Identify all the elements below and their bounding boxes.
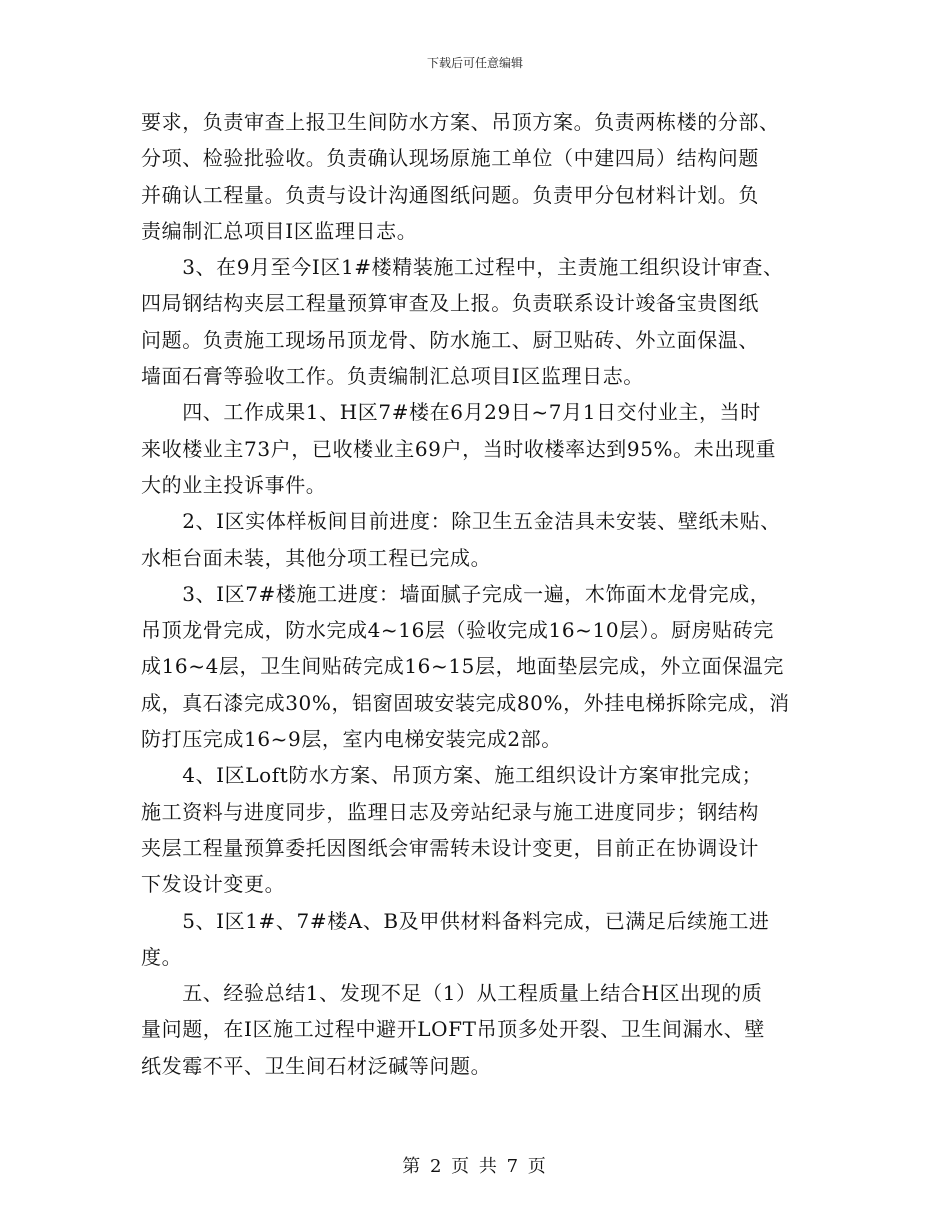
text-line: 纸发霉不平、卫生间石材泛碱等问题。: [141, 1053, 492, 1078]
text-line: 施工资料与进度同步，监理日志及旁站纪录与施工进度同步；钢结构: [141, 799, 759, 824]
text-line: 5、Ⅰ区1#、7#楼A、B及甲供材料备料完成，已满足后续施工进: [141, 908, 770, 933]
text-line: 水柜台面未装，其他分项工程已完成。: [141, 545, 492, 570]
text-line: 四、工作成果1、H区7#楼在6月29日~7月1日交付业主，当时: [141, 400, 761, 425]
text-line: 成，真石漆完成30%，铝窗固玻安装完成80%，外挂电梯拆除完成，消: [141, 690, 790, 715]
document-body: [141, 104, 821, 1084]
text-line: 分项、检验批验收。负责确认现场原施工单位（中建四局）结构问题: [141, 146, 759, 171]
text-line: 夹层工程量预算委托因图纸会审需转未设计变更，目前正在协调设计: [141, 835, 759, 860]
text-line: 3、在9月至今Ⅰ区1#楼精装施工过程中，主责施工组织设计审查、: [141, 255, 784, 280]
text-line: 成16~4层，卫生间贴砖完成16~15层，地面垫层完成，外立面保温完: [141, 654, 784, 679]
text-line: 来收楼业主73户，已收楼业主69户，当时收楼率达到95%。未出现重: [141, 436, 777, 461]
text-line: 防打压完成16~9层，室内电梯安装完成2部。: [141, 727, 562, 752]
text-line: 量问题，在Ⅰ区施工过程中避开LOFT吊顶多处开裂、卫生间漏水、壁: [141, 1017, 765, 1042]
text-line: 2、Ⅰ区实体样板间目前进度：除卫生五金洁具未安装、壁纸未贴、: [141, 509, 781, 534]
text-line: 吊顶龙骨完成，防水完成4~16层（验收完成16~10层）。厨房贴砖完: [141, 618, 774, 643]
text-line: 大的业主投诉事件。: [141, 472, 327, 497]
text-line: 3、Ⅰ区7#楼施工进度：墙面腻子完成一遍，木饰面木龙骨完成，: [141, 581, 771, 606]
text-line: 五、经验总结1、发现不足（1）从工程质量上结合H区出现的质: [141, 981, 763, 1006]
text-line: 度。: [141, 944, 183, 969]
text-line: 四局钢结构夹层工程量预算审查及上报。负责联系设计竣备宝贵图纸: [141, 291, 759, 316]
text-line: 要求，负责审查上报卫生间防水方案、吊顶方案。负责两栋楼的分部、: [141, 110, 780, 134]
text-line: 墙面石膏等验收工作。负责编制汇总项目Ⅰ区监理日志。: [141, 364, 644, 389]
text-line: 问题。负责施工现场吊顶龙骨、防水施工、厨卫贴砖、外立面保温、: [141, 327, 759, 352]
text-line: 下发设计变更。: [141, 872, 286, 897]
text-line: 并确认工程量。负责与设计沟通图纸问题。负责甲分包材料计划。负: [141, 182, 759, 207]
page-header: 下载后可任意编辑: [426, 56, 523, 70]
text-line: 责编制汇总项目Ⅰ区监理日志。: [141, 218, 418, 243]
page-number: 第 2 页 共 7 页: [402, 1156, 548, 1177]
text-line: 4、Ⅰ区Loft防水方案、吊顶方案、施工组织设计方案审批完成；: [141, 763, 763, 788]
